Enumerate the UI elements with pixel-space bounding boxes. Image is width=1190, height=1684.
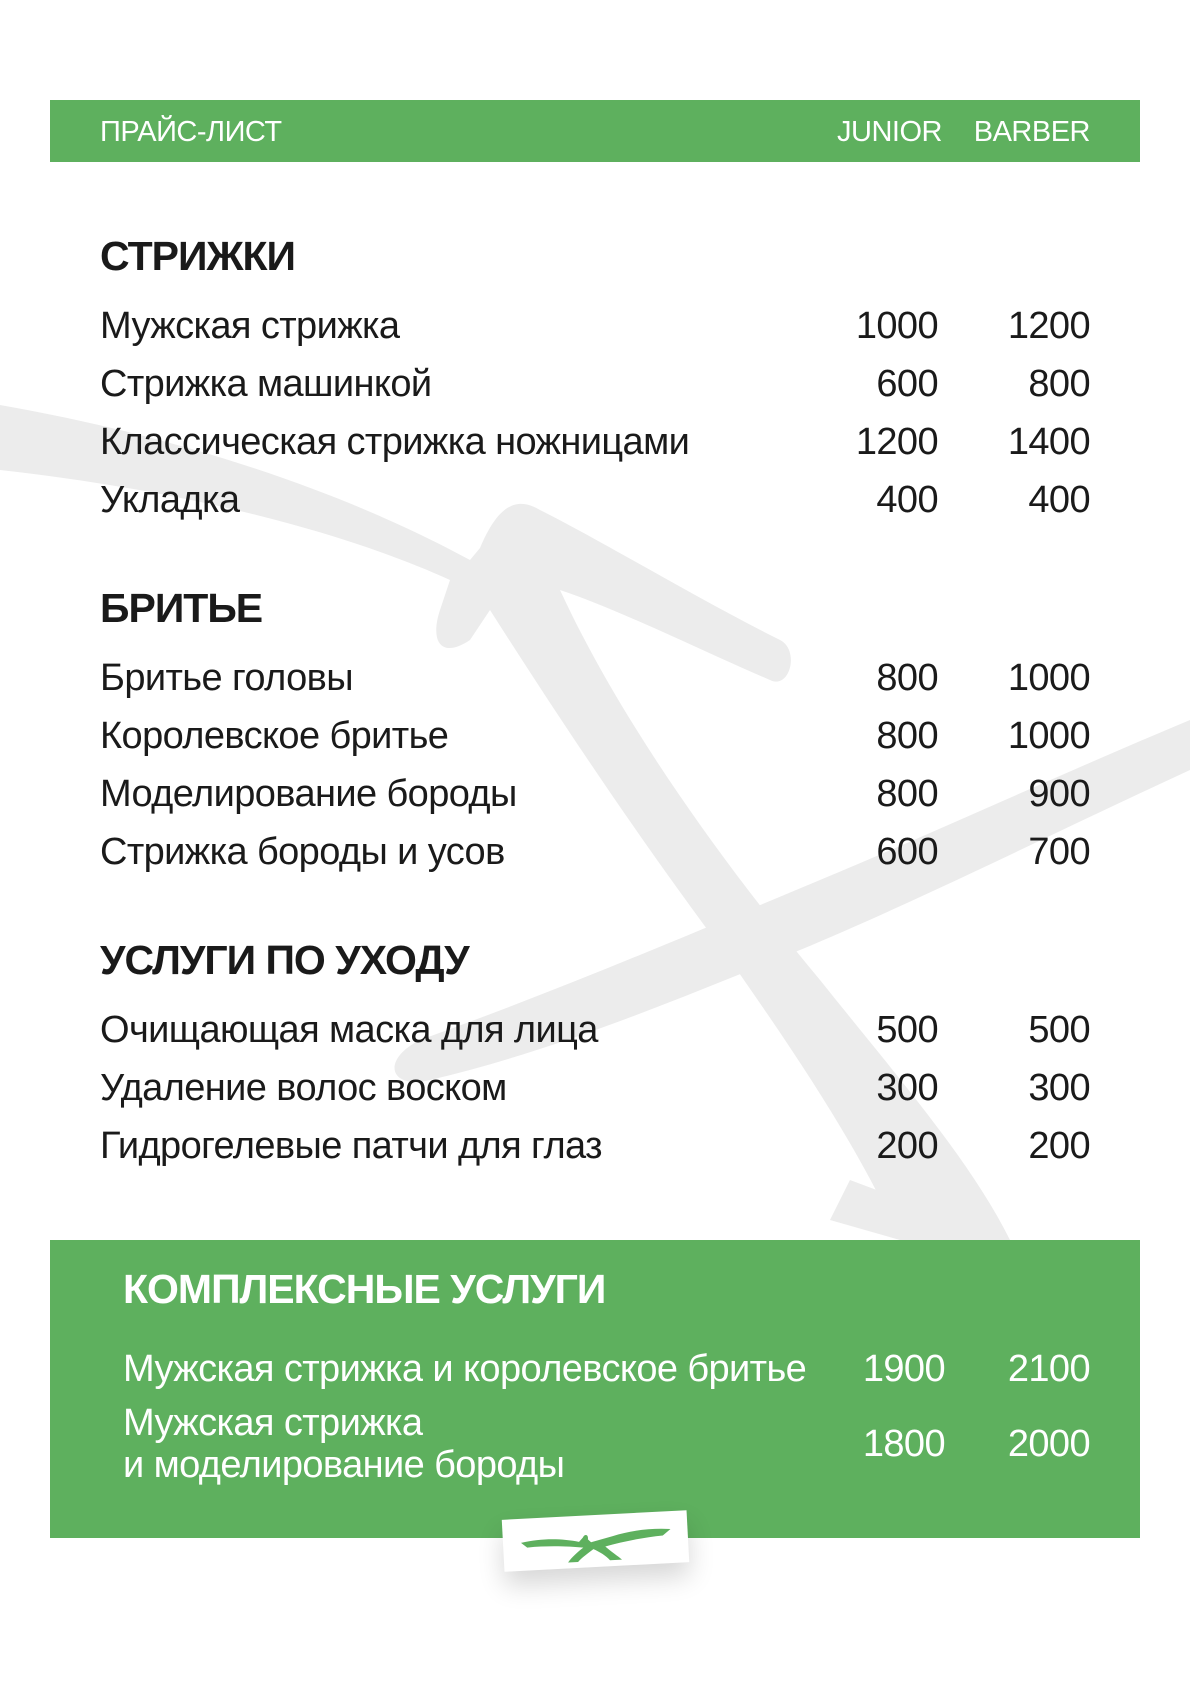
price-barber: 500 [1028, 1009, 1090, 1051]
price-barber: 2100 [1007, 1348, 1090, 1390]
section-haircuts [100, 227, 1090, 529]
price-barber: 700 [1028, 831, 1090, 873]
price-junior: 200 [876, 1125, 938, 1167]
price-junior: 800 [876, 715, 938, 757]
price-junior: 1900 [862, 1348, 945, 1390]
price-row [100, 1001, 1090, 1059]
logo-badge [502, 1510, 689, 1572]
crossed-razors-logo-icon [512, 1515, 679, 1568]
price-row [100, 297, 1090, 355]
price-list-header-bar [50, 100, 1140, 162]
price-junior: 600 [876, 831, 938, 873]
service-name: Удаление волос воском [100, 1067, 507, 1109]
complex-services-title: КОМПЛЕКСНЫЕ УСЛУГИ [123, 1266, 606, 1312]
price-row [100, 707, 1090, 765]
service-name: Моделирование бороды [100, 773, 517, 815]
price-row [100, 823, 1090, 881]
price-barber: 2000 [1007, 1423, 1090, 1465]
price-row [100, 471, 1090, 529]
price-junior: 1800 [862, 1423, 945, 1465]
column-header-barber: BARBER [973, 116, 1090, 148]
column-header-junior: JUNIOR [837, 116, 942, 148]
service-name: Классическая стрижка ножницами [100, 421, 690, 463]
complex-price-row [123, 1402, 1090, 1486]
price-barber: 200 [1028, 1125, 1090, 1167]
price-barber: 900 [1028, 773, 1090, 815]
price-row [100, 649, 1090, 707]
service-name: Очищающая маска для лица [100, 1009, 598, 1051]
complex-services-box [50, 1240, 1140, 1538]
service-name: Мужская стрижка и королевское бритье [123, 1348, 807, 1390]
price-barber: 1400 [1007, 421, 1090, 463]
price-barber: 400 [1028, 479, 1090, 521]
service-name: Гидрогелевые патчи для глаз [100, 1125, 602, 1167]
section-title: УСЛУГИ ПО УХОДУ [100, 937, 469, 983]
section-care-services [100, 931, 1090, 1175]
price-barber: 300 [1028, 1067, 1090, 1109]
complex-price-row [123, 1340, 1090, 1398]
section-shaving [100, 579, 1090, 881]
price-junior: 1200 [855, 421, 938, 463]
price-junior: 500 [876, 1009, 938, 1051]
price-row [100, 1059, 1090, 1117]
price-row [100, 765, 1090, 823]
price-junior: 1000 [855, 305, 938, 347]
service-name: Укладка [100, 479, 240, 521]
service-name: Королевское бритье [100, 715, 449, 757]
price-row [100, 355, 1090, 413]
price-junior: 400 [876, 479, 938, 521]
service-name-line-1: Мужская стрижка [123, 1402, 423, 1444]
price-junior: 800 [876, 773, 938, 815]
service-name: Мужская стрижка [100, 305, 400, 347]
service-name: Стрижка машинкой [100, 363, 432, 405]
service-name-line-2: и моделирование бороды [123, 1444, 565, 1486]
price-barber: 1000 [1007, 715, 1090, 757]
service-name [123, 1402, 564, 1486]
price-barber: 1000 [1007, 657, 1090, 699]
section-title: БРИТЬЕ [100, 585, 263, 631]
service-name: Бритье головы [100, 657, 353, 699]
page-title: ПРАЙС-ЛИСТ [100, 116, 282, 148]
price-junior: 300 [876, 1067, 938, 1109]
price-barber: 1200 [1007, 305, 1090, 347]
service-name: Стрижка бороды и усов [100, 831, 505, 873]
section-title: СТРИЖКИ [100, 233, 295, 279]
price-row [100, 1117, 1090, 1175]
price-junior: 600 [876, 363, 938, 405]
price-row [100, 413, 1090, 471]
price-junior: 800 [876, 657, 938, 699]
price-barber: 800 [1028, 363, 1090, 405]
